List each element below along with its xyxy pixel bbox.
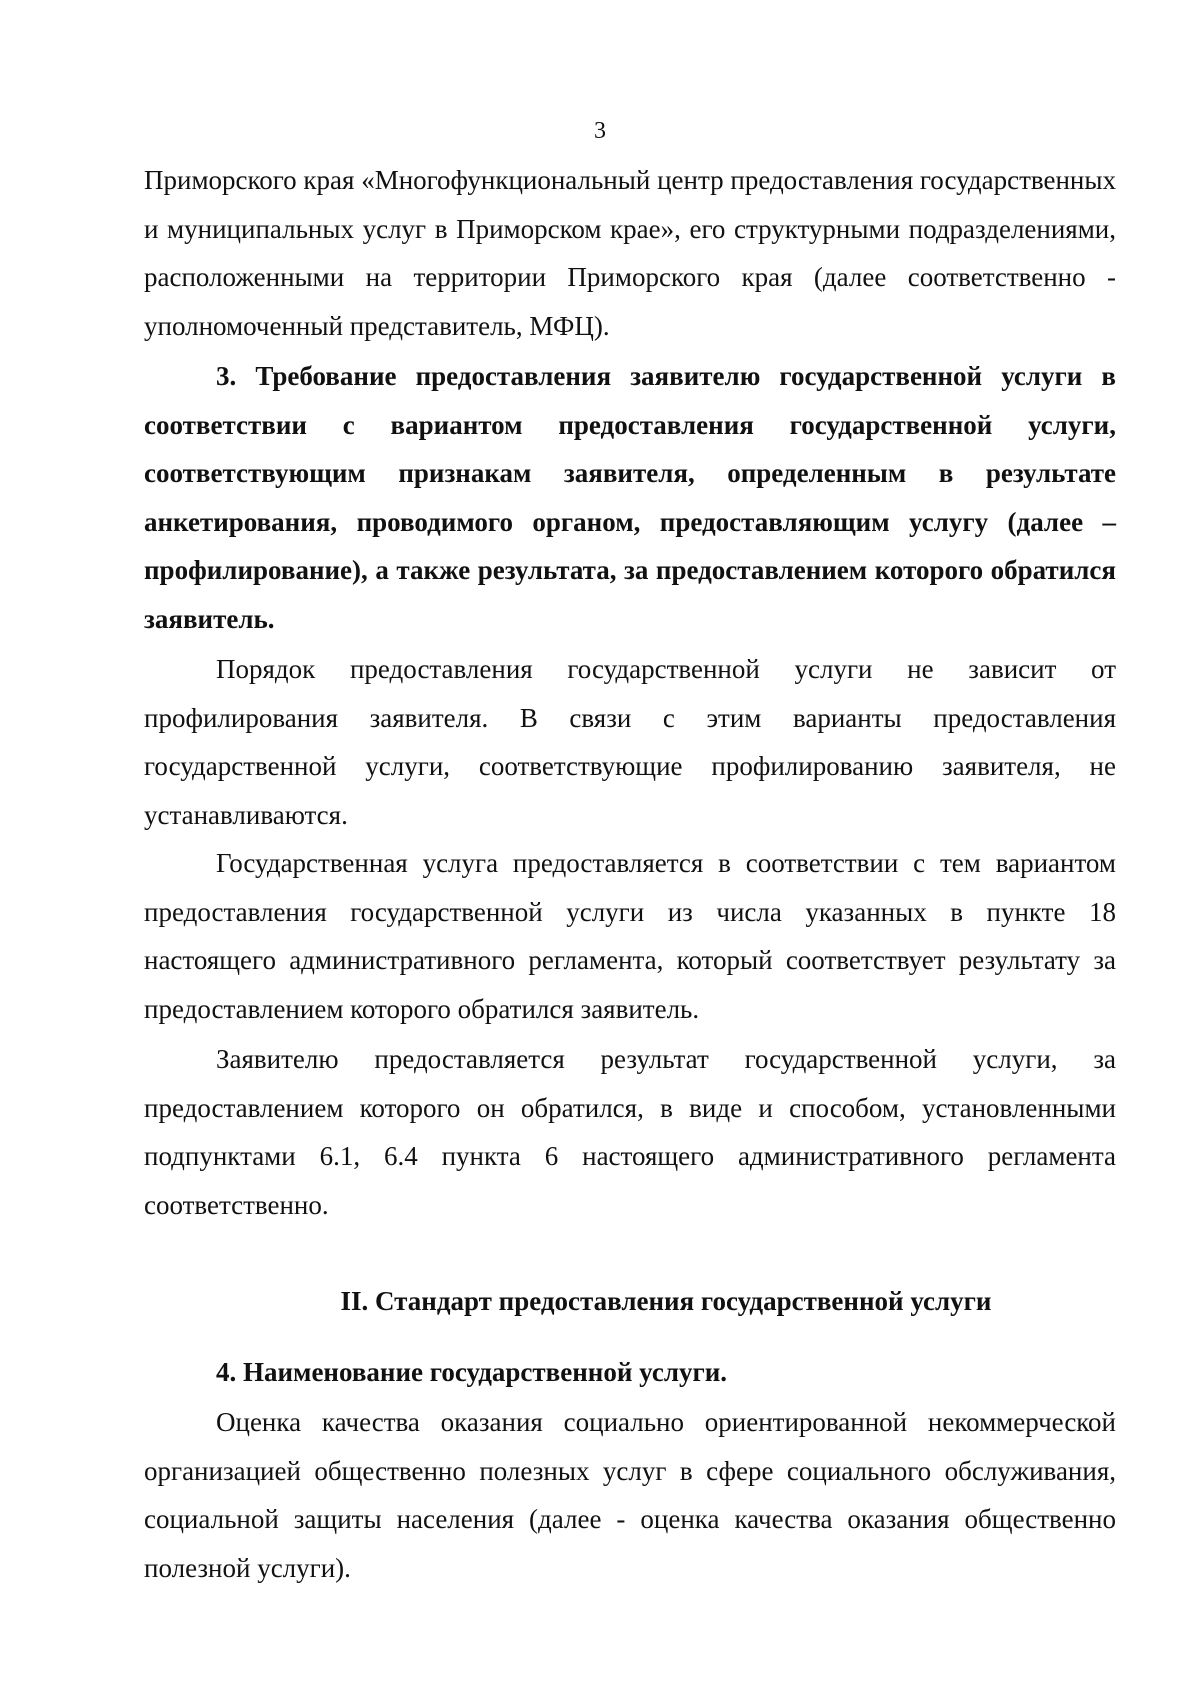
- paragraph-profiling-order: Порядок предоставления государственной услуги не зависит от профилирования заявителя. В связи с этим варианты предоставления государственной услуги, соответствующие профилированию заявителя, не устанавливаются.: [144, 654, 1116, 830]
- paragraph-service-variant: Государственная услуга предоставляется в соответствии с тем вариантом предоставления государственной услуги из числа указанных в пункте 18 настоящего административного регламента, который соответствует результату за предоставлением которого обратился заявитель.: [144, 848, 1116, 1024]
- paragraph-continuation: Приморского края «Многофункциональный центр предоставления государственных и муниципальных услуг в Приморском крае», его структурными подразделениями, расположенными на территории Приморского края (далее соответственно - уполномоченный представитель, МФЦ).: [144, 165, 1116, 341]
- clause-3-heading: 3. Требование предоставления заявителю государственной услуги в соответствии с вариантом предоставления государственной услуги, соответствующим признакам заявителя, определенным в результате анкетирования, проводимого органом, предоставляющим услугу (далее – профилирование), а также результата, за предоставлением которого обратился заявитель.: [144, 361, 1116, 634]
- page-number: 3: [594, 118, 606, 144]
- subsection-title: 4. Наименование государственной услуги.: [216, 1356, 728, 1387]
- section-title: II. Стандарт предоставления государственной услуги: [340, 1286, 992, 1316]
- document-body: [144, 156, 1116, 1592]
- paragraph-service-name: Оценка качества оказания социально ориентированной некоммерческой организацией общественно полезных услуг в сфере социального обслуживания, социальной защиты населения (далее - оценка качества оказания общественно полезной услуги).: [144, 1407, 1116, 1583]
- paragraph-result-provision: Заявителю предоставляется результат государственной услуги, за предоставлением которого он обратился, в виде и способом, установленными подпунктами 6.1, 6.4 пункта 6 настоящего административного регламента соответственно.: [144, 1044, 1116, 1220]
